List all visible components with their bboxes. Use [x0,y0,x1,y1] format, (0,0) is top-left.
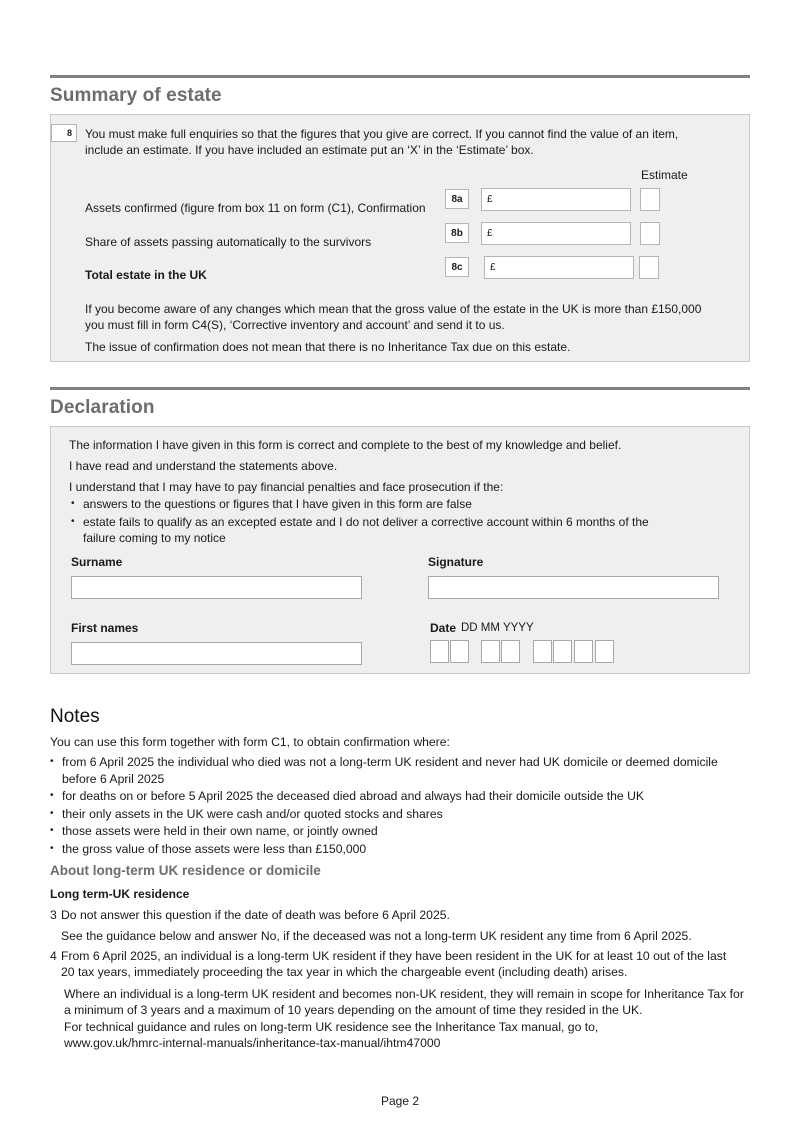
summary-note-confirmation: The issue of confirmation does not mean that there is no Inheritance Tax due on this estate. [85,340,571,354]
amount-field-8c[interactable]: £ [484,256,634,279]
estimate-header: Estimate [641,168,688,182]
date-day-digit-2[interactable] [450,640,469,663]
row-label-8a: Assets confirmed (figure from box 11 on form (C1), Confirmation [85,201,426,215]
date-year-digit-2[interactable] [553,640,572,663]
signature-field[interactable] [428,576,719,599]
note-item-number-4: 4 [50,949,57,963]
first-names-field[interactable] [71,642,362,665]
long-term-heading: Long term-UK residence [50,887,190,901]
notes-bullet: • those assets were held in their own name, or jointly owned [50,823,750,840]
summary-intro: You must make full enquiries so that the figures that you give are correct. If you cannot find the value of an item, include an estimate. If you have included an estimate put an ‘X’ in the ‘Estimate’ box. [85,127,679,157]
note-item-4: From 6 April 2025, an individual is a long-term UK resident if they have been resident in the UK for at least 10 out of the last 20 tax years, immediately proceeding the tax year in which the chargeable event (including death) arises. [61,949,727,979]
note-item-4-scope: Where an individual is a long-term UK resident and becomes non-UK resident, they will remain in scope for Inheritance Tax for a minimum of 3 years and a maximum of 10 years depending on the amount of time they resided in the UK. [64,987,744,1017]
declaration-line-2: I have read and understand the statements above. [69,459,338,473]
notes-bullet: • for deaths on or before 5 April 2025 the deceased died abroad and always had their domicile outside the UK [50,788,750,805]
row-label-8b: Share of assets passing automatically to the survivors [85,235,372,249]
surname-label: Surname [71,555,123,569]
surname-field[interactable] [71,576,362,599]
notes-bullet: • the gross value of those assets were less than £150,000 [50,841,750,858]
signature-label: Signature [428,555,484,569]
section-title-summary: Summary of estate [50,85,222,106]
declaration-bullet: • estate fails to qualify as an excepted estate and I do not deliver a corrective account within 6 months of the failure coming to my notice [69,514,659,547]
box-number-8c: 8c [445,257,469,277]
notes-intro: You can use this form together with form C1, to obtain confirmation where: [50,735,450,749]
amount-field-8a[interactable]: £ [481,188,631,211]
box-number-8b: 8b [445,223,469,243]
declaration-bullet: • answers to the questions or figures that I have given in this form are false [69,496,659,513]
amount-field-8b[interactable]: £ [481,222,631,245]
declaration-line-3: I understand that I may have to pay financial penalties and face prosecution if the: [69,480,504,494]
date-label: Date [430,621,457,635]
about-heading: About long-term UK residence or domicile [50,863,321,878]
section-rule [50,75,750,78]
note-item-3: Do not answer this question if the date of death was before 6 April 2025. [61,908,450,922]
section-title-declaration: Declaration [50,397,155,418]
page-number: Page 2 [380,1094,420,1108]
question-number-box: 8 [51,124,77,142]
first-names-label: First names [71,621,139,635]
date-day-digit-1[interactable] [430,640,449,663]
date-format-hint: DD MM YYYY [461,622,534,634]
notes-title: Notes [50,706,100,727]
notes-bullet: • from 6 April 2025 the individual who died was not a long-term UK resident and never had UK domicile or deemed domicile before 6 April 2025 [50,754,750,787]
section-rule [50,387,750,390]
row-label-8c: Total estate in the UK [85,268,207,282]
manual-link[interactable]: www.gov.uk/hmrc-internal-manuals/inheritance-tax-manual/ihtm47000 [64,1036,441,1050]
summary-note-change: If you become aware of any changes which mean that the gross value of the estate in the UK is more than £150,000 you must fill in form C4(S), ‘Corrective inventory and account’ and send it to us. [85,302,702,332]
estimate-checkbox-8a[interactable] [640,188,660,211]
estimate-checkbox-8c[interactable] [639,256,659,279]
note-item-4-guidance: For technical guidance and rules on long-term UK residence see the Inheritance Tax manual, go to, [64,1020,599,1034]
date-year-digit-4[interactable] [595,640,614,663]
box-number-8a: 8a [445,189,469,209]
notes-bullets [50,754,750,858]
note-item-number-3: 3 [50,908,57,922]
date-month-digit-1[interactable] [481,640,500,663]
date-year-digit-3[interactable] [574,640,593,663]
date-month-digit-2[interactable] [501,640,520,663]
notes-bullet: • their only assets in the UK were cash and/or quoted stocks and shares [50,806,750,823]
estimate-checkbox-8b[interactable] [640,222,660,245]
note-item-3-guidance: See the guidance below and answer No, if the deceased was not a long-term UK resident any time from 6 April 2025. [61,929,692,943]
declaration-bullets [69,496,659,548]
declaration-line-1: The information I have given in this form is correct and complete to the best of my knowledge and belief. [69,438,622,452]
date-year-digit-1[interactable] [533,640,552,663]
